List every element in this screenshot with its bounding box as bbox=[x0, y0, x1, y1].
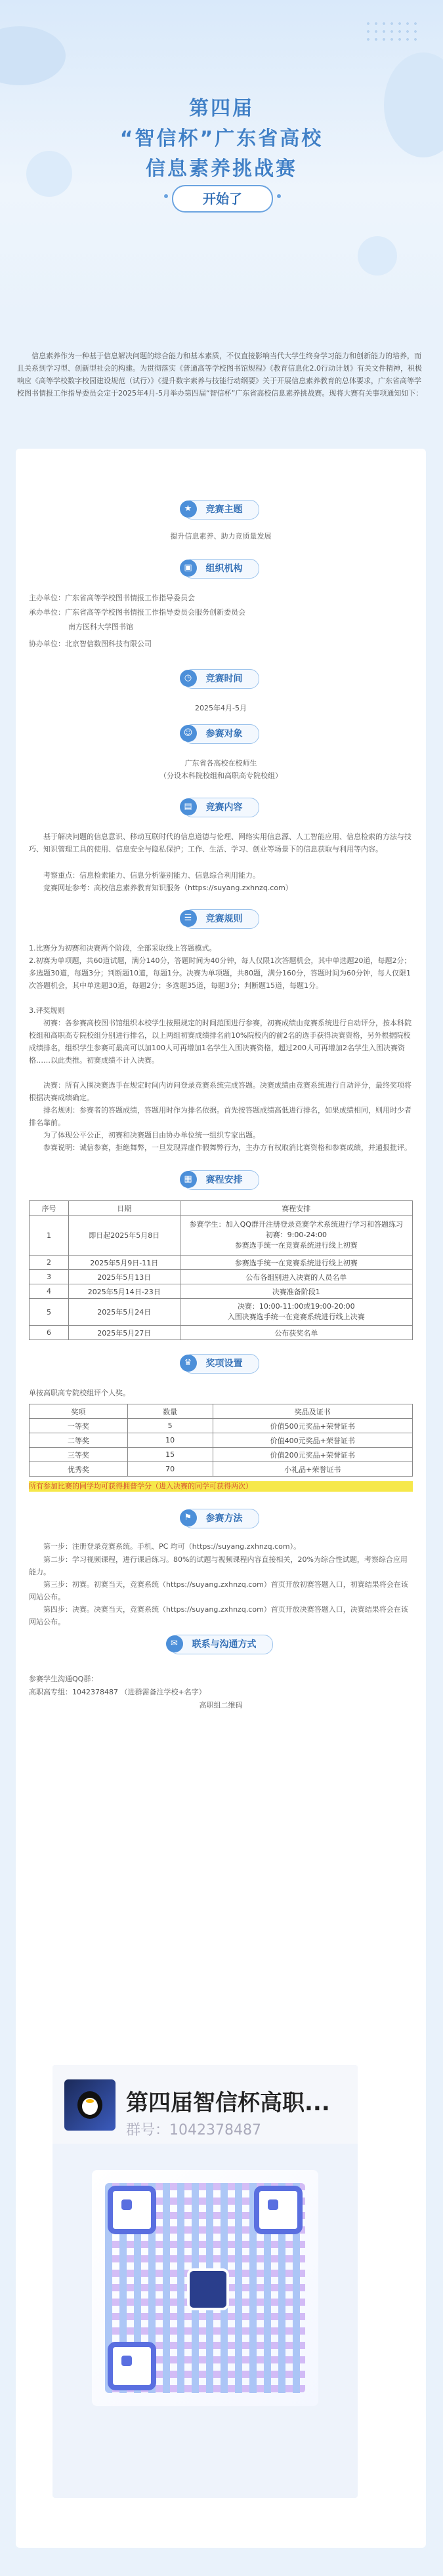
user-icon: ☺ bbox=[180, 725, 197, 742]
method-step-2: 第二步：学习视频课程，进行课后练习。80%的试题与视频课程内容直接相关，20%为综合性试题，考察综合应用能力。 bbox=[29, 1555, 408, 1576]
qq-group-qr-card bbox=[53, 2065, 358, 2498]
table-header-cell: 数量 bbox=[127, 1404, 213, 1419]
table-cell: 决赛准备阶段1 bbox=[180, 1284, 412, 1299]
table-cell: 一等奖 bbox=[30, 1419, 128, 1433]
table-header-cell: 日期 bbox=[68, 1201, 180, 1216]
section-title-awards: ♛ 奖项设置 bbox=[16, 1354, 426, 1374]
org-organizer: 承办单位：广东省高等学校图书情报工作指导委员会服务创新委员会 bbox=[29, 608, 245, 617]
hero-title-line-3: 信息素养挑战赛 bbox=[146, 157, 297, 180]
table-cell: 2025年5月24日 bbox=[68, 1299, 180, 1326]
table-cell bbox=[180, 1216, 412, 1256]
table-header-cell: 奖项 bbox=[30, 1404, 128, 1419]
dot-icon bbox=[277, 194, 281, 198]
rules-1: 1.比赛分为初赛和决赛两个阶段，全部采取线上答题模式。 bbox=[29, 944, 217, 952]
list-icon: ☰ bbox=[180, 910, 197, 927]
table-cell: 价值400元奖品+荣誉证书 bbox=[213, 1433, 412, 1448]
table-cell: 公布各组别进入决赛的人员名单 bbox=[180, 1270, 412, 1284]
table-row bbox=[30, 1299, 413, 1326]
cell-line: 参赛学生：加入QQ群开注册登录竞赛学术系统进行学习和答题练习 bbox=[189, 1220, 403, 1229]
table-row bbox=[30, 1462, 413, 1477]
table-row bbox=[30, 1448, 413, 1462]
table-row bbox=[30, 1284, 413, 1299]
qr-finder-icon bbox=[254, 2186, 303, 2234]
table-row bbox=[30, 1326, 413, 1340]
contact-line-1: 参赛学生沟通QQ群： bbox=[29, 1675, 98, 1683]
trophy-icon: ♛ bbox=[180, 1355, 197, 1372]
table-cell: 公布获奖名单 bbox=[180, 1326, 412, 1340]
table-row bbox=[30, 1433, 413, 1448]
table-cell: 2025年5月9日-11日 bbox=[68, 1256, 180, 1270]
contact-line-3: 高职组二维码 bbox=[199, 1701, 243, 1709]
method-step-3: 第三步：初赛。初赛当天，竞赛系统（https://suyang.zxhnzq.com）首页开放初赛答题入口，初赛结果将会在该网站公布。 bbox=[29, 1580, 408, 1601]
table-cell: 2 bbox=[30, 1256, 69, 1270]
table-cell: 5 bbox=[127, 1419, 213, 1433]
table-cell: 2025年5月27日 bbox=[68, 1326, 180, 1340]
contact-line-2: 高职高专组：1042378487 （进群需备注学校+名字） bbox=[29, 1688, 206, 1696]
section-title-content: ▤ 竞赛内容 bbox=[16, 798, 426, 817]
section-title-target: ☺ 参赛对象 bbox=[16, 724, 426, 744]
cell-line: 参赛选手统一在竞赛系统进行线上初赛 bbox=[234, 1241, 358, 1250]
table-cell: 价值200元奖品+荣誉证书 bbox=[213, 1448, 412, 1462]
decor-blob bbox=[358, 236, 397, 276]
section-title-schedule: ▦ 赛程安排 bbox=[16, 1170, 426, 1190]
table-cell: 5 bbox=[30, 1299, 69, 1326]
chat-icon: ✉ bbox=[166, 1635, 183, 1652]
section-title-org: ▣ 组织机构 bbox=[16, 559, 426, 579]
table-row bbox=[30, 1270, 413, 1284]
building-icon: ▣ bbox=[180, 560, 197, 577]
decor-dots bbox=[364, 20, 417, 46]
table-cell: 参赛选手统一在竞赛系统进行线上初赛 bbox=[180, 1256, 412, 1270]
table-header-cell: 赛程安排 bbox=[180, 1201, 412, 1216]
table-cell: 价值500元奖品+荣誉证书 bbox=[213, 1419, 412, 1433]
table-header-row bbox=[30, 1201, 413, 1216]
target-text-1: 广东省各高校在校师生 bbox=[184, 759, 257, 767]
start-button[interactable] bbox=[172, 185, 273, 213]
start-label: 开始了 bbox=[203, 191, 242, 207]
awards-highlight: 所有参加比赛的同学均可获得拥普学分（进入决赛的同学可获得两次） bbox=[29, 1481, 413, 1492]
rules-6: 排名规则：参赛者的答题成绩，答题用时作为排名依据。首先按答题成绩高低进行排名，如果成绩相同，则用时少者排名靠前。 bbox=[29, 1106, 411, 1127]
qr-group-name: 第四届智信杯高职... bbox=[126, 2090, 330, 2116]
rules-2: 2.初赛为单项题，共60道试题，满分140分，答题时间为40分钟，每人仅限1次答题机会，其中单选题20道，每题2分；多选题30道，每题3分；判断题10道，每题1分。决赛为单项题，共80题，满分160分，答题时间为60分钟，每人仅限1次答题机会，其中单选题30道，每题2分；多选题35道，每题3分；判断题15道，每题1分。 bbox=[29, 956, 411, 990]
star-icon: ★ bbox=[180, 501, 197, 518]
method-step-1: 第一步：注册登录竞赛系统。手机、PC 均可（https://suyang.zxhnzq.com）。 bbox=[43, 1542, 301, 1551]
hero-title-line-1: 第四届 bbox=[189, 97, 254, 120]
calendar-icon: ▦ bbox=[180, 1171, 197, 1188]
table-cell: 70 bbox=[127, 1462, 213, 1477]
table-cell: 二等奖 bbox=[30, 1433, 128, 1448]
table-cell bbox=[180, 1299, 412, 1326]
qr-finder-icon bbox=[108, 2186, 156, 2234]
flag-icon: ⚑ bbox=[180, 1509, 197, 1526]
content-p1: 基于解决问题的信息意识、移动互联时代的信息道德与伦理、网络实用信息源、人工智能应用、信息检索的方法与技巧、知识管理工具的使用、信息安全与隐私保护；工作、生活、学习、创业等场景下的信息获取与利用等内容。 bbox=[29, 832, 411, 853]
org-host: 主办单位：广东省高等学校图书情报工作指导委员会 bbox=[29, 594, 195, 602]
rules-3: 3.评奖规则 bbox=[29, 1006, 65, 1015]
table-cell: 三等奖 bbox=[30, 1448, 128, 1462]
table-header-cell: 序号 bbox=[30, 1201, 69, 1216]
table-cell: 2025年5月13日 bbox=[68, 1270, 180, 1284]
method-step-4: 第四步：决赛。决赛当天，竞赛系统（https://suyang.zxhnzq.com）首页开放决赛答题入口，决赛结果将会在该网站公布。 bbox=[29, 1605, 408, 1626]
decor-blob bbox=[0, 26, 66, 85]
table-row bbox=[30, 1419, 413, 1433]
rules-7: 为了体现公平公正，初赛和决赛题目由协办单位统一组织专家出题。 bbox=[43, 1131, 260, 1139]
cell-line: 决赛：10:00-11:00或19:00-20:00 bbox=[237, 1302, 355, 1311]
content-p2: 考察重点：信息检索能力、信息分析鉴别能力、信息综合利用能力。 bbox=[43, 871, 260, 880]
rules-4: 初赛：各参赛高校图书馆组织本校学生按照规定的时间范围进行参赛，初赛成绩由竞赛系统进行自动评分，按本科院校组和高职高专院校组分别进行排名，以上两组初赛成绩排名前10%院校内的前2名的选手获得决赛资格，另外根据院校成绩排名，组织学生参赛可最高可以加100人可再增加1名学生入围决赛资格，超过200人可再增加2名学生入围决赛资格……以此类推。初赛成绩不计入决赛。 bbox=[29, 1019, 411, 1065]
qr-finder-icon bbox=[108, 2342, 156, 2390]
qr-code[interactable] bbox=[92, 2170, 318, 2406]
target-text-2: （分设本科院校组和高职高专院校组） bbox=[159, 771, 282, 780]
table-cell: 6 bbox=[30, 1326, 69, 1340]
table-cell: 15 bbox=[127, 1448, 213, 1462]
org-co: 协办单位：北京智信数图科技有限公司 bbox=[29, 640, 152, 648]
section-title-contact: ✉ 联系与沟通方式 bbox=[16, 1635, 426, 1654]
hero-banner bbox=[0, 0, 443, 315]
table-cell: 1 bbox=[30, 1216, 69, 1256]
table-cell: 2025年5月14日-23日 bbox=[68, 1284, 180, 1299]
table-cell: 即日起2025年5月8日 bbox=[68, 1216, 180, 1256]
table-cell: 优秀奖 bbox=[30, 1462, 128, 1477]
book-icon: ▤ bbox=[180, 798, 197, 815]
awards-table bbox=[29, 1404, 413, 1477]
table-cell: 3 bbox=[30, 1270, 69, 1284]
table-header-cell: 奖品及证书 bbox=[213, 1404, 412, 1419]
table-row bbox=[30, 1256, 413, 1270]
dot-icon bbox=[164, 194, 168, 198]
table-cell: 小礼品+荣誉证书 bbox=[213, 1462, 412, 1477]
rules-8: 参赛说明：诚信参赛，拒绝舞弊，一旦发现弄虚作假舞弊行为，主办方有权取消比赛资格和参赛成绩，并通报批评。 bbox=[43, 1143, 411, 1152]
awards-note: 单按高职高专院校组评个人奖。 bbox=[29, 1389, 130, 1397]
intro-paragraph: 信息素养作为一种基于信息解决问题的综合能力和基本素质，不仅直接影响当代大学生终身学习能力和创新能力的培养，而且关系到学习型、创新型社会的构建。为贯彻落实《普通高等学校图书馆规程》《教育信息化2.0行动计划》有关文件精神，积极响应《高等学校数字校园建设规范（试行）》《提升数字素养与技能行动纲要》关于开展信息素养教育的总体要求，广东省高等学校图书情报工作指导委员会定于2025年4月-5月举办第四届“智信杯”广东省高校信息素养挑战赛。现将大赛有关事项通知如下： bbox=[17, 352, 423, 398]
section-title-time: ◷ 竞赛时间 bbox=[16, 669, 426, 689]
section-title-method: ⚑ 参赛方法 bbox=[16, 1509, 426, 1528]
table-row bbox=[30, 1216, 413, 1256]
time-text: 2025年4月-5月 bbox=[195, 704, 247, 712]
rules-5: 决赛：所有入围决赛选手在规定时间内访问登录竞赛系统完成答题。决赛成绩由竞赛系统进行自动评分，最终奖项将根据决赛成绩确定。 bbox=[29, 1081, 411, 1102]
org-organizer-2: 南方医科大学图书馆 bbox=[68, 623, 133, 631]
cell-line: 入围决赛选手统一在竞赛系统进行线上决赛 bbox=[227, 1313, 365, 1321]
theme-text: 提升信息素养、助力竞质量发展 bbox=[170, 532, 272, 541]
qr-card-header bbox=[53, 2065, 358, 2144]
clock-icon: ◷ bbox=[180, 670, 197, 687]
table-cell: 10 bbox=[127, 1433, 213, 1448]
cell-line: 初赛：9:00-24:00 bbox=[265, 1231, 327, 1239]
qr-group-number: 群号：1042378487 bbox=[126, 2122, 261, 2138]
penguin-avatar-icon bbox=[64, 2079, 116, 2131]
section-title-theme: ★ 竞赛主题 bbox=[16, 500, 426, 520]
content-p3: 竞赛网址参考：高校信息素养教育知识服务（https://suyang.zxhnzq.com） bbox=[43, 884, 293, 892]
table-header-row bbox=[30, 1404, 413, 1419]
table-cell: 4 bbox=[30, 1284, 69, 1299]
qr-center-logo-icon bbox=[187, 2268, 229, 2310]
hero-title-line-2: “智信杯”广东省高校 bbox=[119, 127, 324, 150]
section-title-rules: ☰ 竞赛规则 bbox=[16, 909, 426, 929]
schedule-table bbox=[29, 1200, 413, 1340]
